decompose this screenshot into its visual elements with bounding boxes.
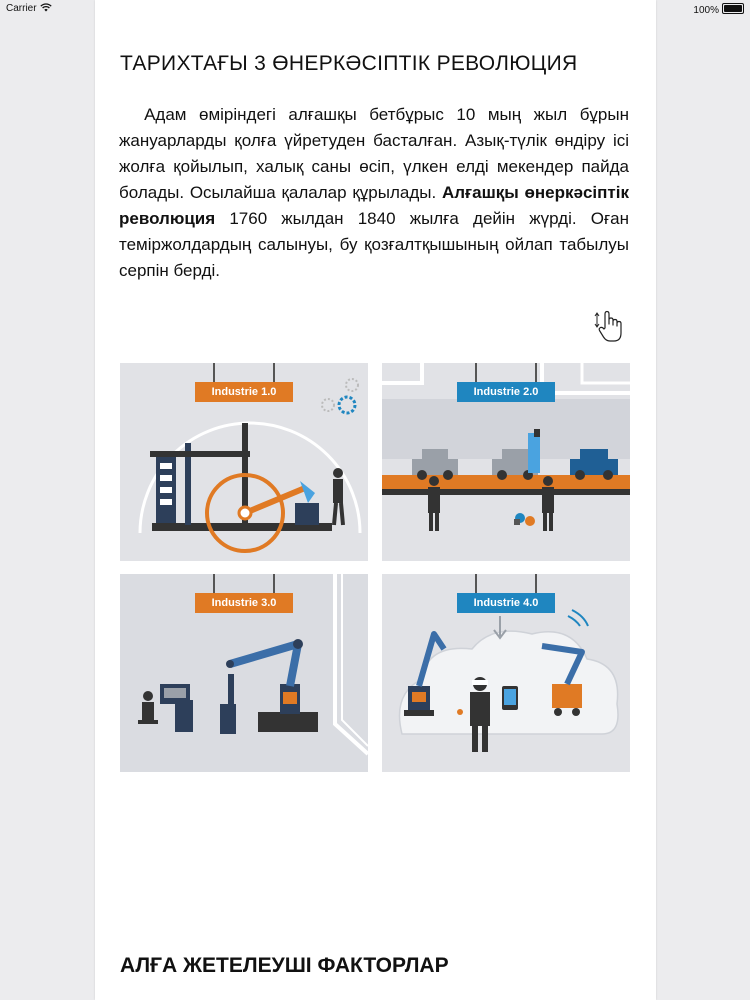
industrie-1-label: Industrie 1.0 [195,382,293,402]
battery-indicator: 100% [693,3,744,16]
paragraph-tail: 1760 жылдан 1840 жылға дейін жүрді. Оған теміржолдардың салынуы, бу қозғалтқышының ойлап табылуы серпін берді. [119,209,629,280]
industrie-3-illustration [120,574,368,772]
body-paragraph [119,102,629,284]
battery-icon [722,3,744,14]
hand-scroll-icon [593,308,625,344]
paragraph-intro: Адам өміріндегі алғашқы бетбұрыс 10 мың жыл бұрын жануарларды қолға үйретуден басталған. Азық-түлік өндіру ісі жолға қойылып, халық саны өсіп, үлкен елді мекендер пайда болады. Осылайша қалалар құрылады. [119,105,629,202]
industrie-4-illustration [382,574,630,772]
section-title: АЛҒА ЖЕТЕЛЕУШІ ФАКТОРЛАР [120,954,449,977]
industrie-1-illustration [120,363,368,561]
industrie-3-label: Industrie 3.0 [195,593,293,613]
page-title: ТАРИХТАҒЫ 3 ӨНЕРКӘСІПТІК РЕВОЛЮЦИЯ [120,52,578,75]
document-page[interactable] [95,0,656,1000]
industrie-2-illustration [382,363,630,561]
paragraph-bold: Алғашқы өнеркәсіптік революция [119,183,629,228]
carrier-label: Carrier [6,3,52,14]
industrie-4-label: Industrie 4.0 [457,593,555,613]
industrie-2-label: Industrie 2.0 [457,382,555,402]
